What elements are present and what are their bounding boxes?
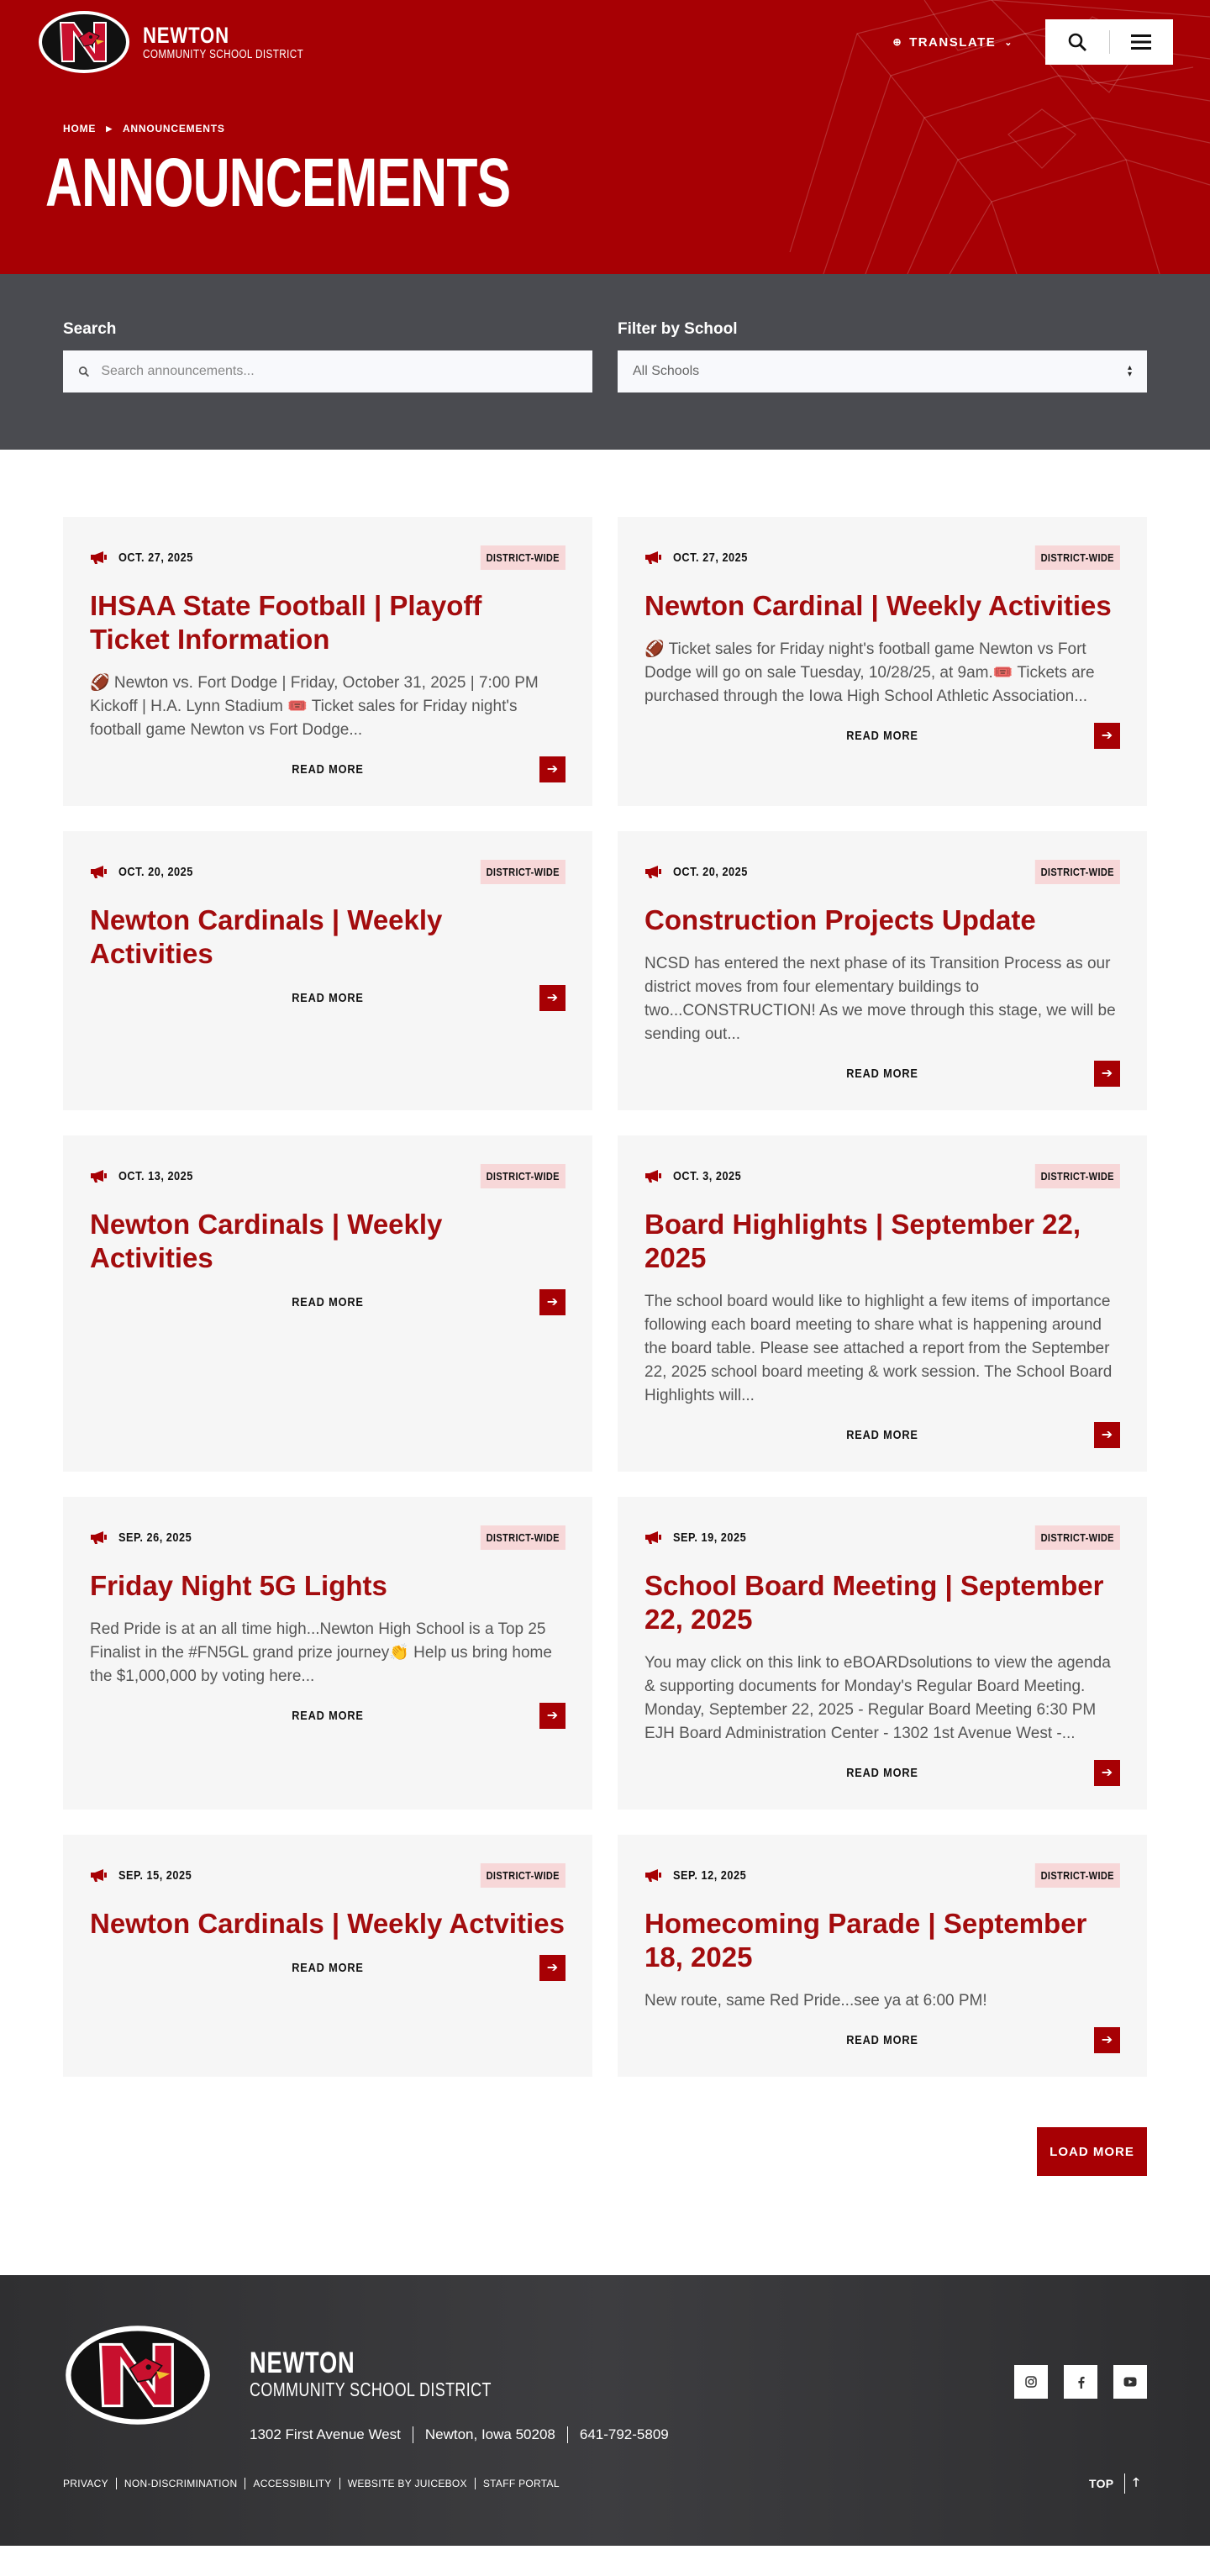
card-meta [644,1524,1120,1551]
read-more-link[interactable]: READ MORE [292,990,364,1005]
card-category-tag: DISTRICT-WIDE [481,1164,566,1188]
arrow-right-icon[interactable]: ➔ [539,1955,566,1981]
card-meta [90,1862,566,1889]
card-excerpt: NCSD has entered the next phase of its Transition Process as our district moves from four elementary buildings to two...CONSTRUCTION! As we move through this stage, we will be sending out... [644,955,1116,1043]
brand-name: NEWTON [143,22,229,48]
arrow-right-icon[interactable]: ➔ [1094,1422,1120,1448]
card-title[interactable]: Construction Projects Update [644,904,1036,935]
footer-link-accessibility[interactable]: ACCESSIBILITY [245,2478,339,2489]
arrow-up-icon: 🡑 [1124,2473,1147,2494]
card-title[interactable]: School Board Meeting | September 22, 2025 [644,1570,1104,1635]
megaphone-icon [644,865,663,878]
card-excerpt: The school board would like to highlight a few items of importance following each board meeting to share what is happening around the board table. Please see attached a report from the September 22, 2025 school board meeting & work session. The School Board Highlights will... [644,1293,1113,1404]
footer-contacts [250,2426,681,2443]
card-category-tag: DISTRICT-WIDE [1035,860,1120,884]
breadcrumb-separator-icon: ▶ [106,124,113,133]
globe-icon: ⊕ [892,36,903,48]
announcement-card[interactable] [618,517,1147,806]
footer-brand-subtitle: COMMUNITY SCHOOL DISTRICT [250,2378,492,2400]
card-excerpt: 🏈 Ticket sales for Friday night's football game Newton vs Fort Dodge will go on sale Tuesday, 10/28/25, at 9am.🎟️ Tickets are purchased through the Iowa High School Athletic Association... [644,640,1095,705]
chevron-down-icon: ⌄ [1004,37,1013,48]
card-category-tag: DISTRICT-WIDE [1035,1863,1120,1888]
card-footer [644,2026,1120,2053]
read-more-link[interactable]: READ MORE [292,1294,364,1309]
card-title[interactable]: Board Highlights | September 22, 2025 [644,1209,1081,1273]
load-more-button[interactable]: LOAD MORE [1037,2127,1147,2176]
footer-brand [250,2348,681,2443]
arrow-right-icon[interactable]: ➔ [539,985,566,1011]
arrow-right-icon[interactable]: ➔ [539,1703,566,1729]
footer-link-privacy[interactable]: PRIVACY [63,2478,108,2489]
footer-address[interactable]: 1302 First Avenue West [250,2426,401,2442]
select-arrows-icon: ▴ ▾ [1127,363,1132,379]
top-bar [0,0,1210,84]
footer-top [63,2323,1147,2443]
card-footer [90,984,566,1011]
arrow-right-icon[interactable]: ➔ [539,756,566,782]
load-more-row [63,2127,1147,2275]
brand-subtitle: COMMUNITY SCHOOL DISTRICT [143,46,304,61]
search-input[interactable] [101,364,577,379]
announcement-card[interactable] [618,831,1147,1110]
announcement-card[interactable] [63,1497,592,1810]
translate-dropdown[interactable] [893,35,1014,50]
facebook-icon [1077,2376,1085,2389]
announcement-card[interactable] [63,1835,592,2077]
breadcrumb-home-link[interactable]: HOME [63,123,97,134]
card-category-tag: DISTRICT-WIDE [1035,545,1120,570]
arrow-right-icon[interactable]: ➔ [1094,723,1120,749]
read-more-link[interactable]: READ MORE [846,1765,918,1780]
card-excerpt: 🏈 Newton vs. Fort Dodge | Friday, October 31, 2025 | 7:00 PM Kickoff | H.A. Lynn Stadium 🎟️ Ticket sales for Friday night's football game Newton vs Fort Dodge... [90,674,539,739]
top-label: TOP [1088,2477,1114,2490]
footer-brand-name: NEWTON [250,2347,355,2379]
card-footer [90,756,566,782]
card-footer [90,1702,566,1729]
card-excerpt: Red Pride is at an all time high...Newton High School is a Top 25 Finalist in the #FN5GL grand prize journey👏 Help us bring home the $1,000,000 by voting here... [90,1620,552,1685]
announcement-card[interactable] [63,831,592,1110]
school-select-value: All Schools [633,364,700,378]
back-to-top-button[interactable] [1089,2473,1147,2494]
card-excerpt: New route, same Red Pride...see ya at 6:00 PM! [644,1992,987,2010]
card-meta [90,1524,566,1551]
card-date: SEP. 26, 2025 [118,1530,192,1545]
filter-bar [0,274,1210,450]
megaphone-icon [90,1169,108,1183]
brand-text [143,24,349,61]
megaphone-icon [90,550,108,564]
breadcrumb [0,123,1210,134]
megaphone-icon [644,1530,663,1544]
card-title[interactable]: IHSAA State Football | Playoff Ticket Information [90,590,482,655]
card-meta [644,544,1120,571]
card-category-tag: DISTRICT-WIDE [481,1863,566,1888]
announcement-card[interactable] [63,517,592,806]
hamburger-menu-icon [1131,34,1151,50]
instagram-button[interactable] [1014,2365,1048,2399]
card-footer [90,1954,566,1981]
megaphone-icon [644,1868,663,1882]
card-footer [644,1421,1120,1448]
page-title: ANNOUNCEMENTS [45,145,511,221]
cardinal-logo[interactable] [63,2323,213,2427]
facebook-button[interactable] [1064,2365,1097,2399]
read-more-link[interactable]: READ MORE [846,1427,918,1442]
card-date: SEP. 12, 2025 [673,1867,747,1883]
card-meta [644,1862,1120,1889]
card-title[interactable]: Homecoming Parade | September 18, 2025 [644,1908,1087,1973]
footer-city[interactable]: Newton, Iowa 50208 [413,2426,567,2443]
header-tools [1045,19,1173,65]
card-footer [644,722,1120,749]
card-category-tag: DISTRICT-WIDE [481,860,566,884]
card-date: OCT. 3, 2025 [673,1168,742,1183]
youtube-icon [1123,2377,1137,2387]
search-field [63,350,592,392]
site-footer [0,2275,1210,2546]
search-icon [1067,32,1087,52]
youtube-button[interactable] [1113,2365,1147,2399]
card-footer [644,1759,1120,1786]
megaphone-icon [90,865,108,878]
site-header [0,0,1210,274]
card-category-tag: DISTRICT-WIDE [1035,1525,1120,1550]
school-filter-label: Filter by School [618,320,738,338]
megaphone-icon [644,550,663,564]
arrow-right-icon[interactable]: ➔ [1094,1061,1120,1087]
footer-links [63,2473,1147,2494]
footer-link-staff-portal[interactable]: STAFF PORTAL [475,2478,567,2489]
card-excerpt: You may click on this link to eBOARDsolutions to view the agenda & supporting documents for Monday's Regular Board Meeting. Monday, September 22, 2025 - Regular Board Meeting 6:30 PM EJH Board Administration Center - 1302 1st Avenue West -... [644,1654,1111,1742]
announcement-card[interactable] [618,1497,1147,1810]
card-date: OCT. 27, 2025 [118,550,193,565]
card-date: SEP. 15, 2025 [118,1867,192,1883]
card-title[interactable]: Newton Cardinal | Weekly Activities [644,590,1112,621]
read-more-link[interactable]: READ MORE [292,761,364,777]
card-date: OCT. 20, 2025 [118,864,193,879]
social-links [1014,2365,1147,2399]
read-more-link[interactable]: READ MORE [292,1960,364,1975]
search-button[interactable] [1045,19,1109,65]
breadcrumb-current: ANNOUNCEMENTS [122,123,225,134]
card-category-tag: DISTRICT-WIDE [1035,1164,1120,1188]
announcements-main [0,450,1210,2275]
search-icon [78,366,89,377]
card-title[interactable]: Friday Night 5G Lights [90,1570,387,1601]
arrow-right-icon[interactable]: ➔ [1094,1760,1120,1786]
card-footer [644,1060,1120,1087]
card-date: OCT. 20, 2025 [673,864,748,879]
footer-phone[interactable]: 641-792-5809 [567,2426,681,2443]
read-more-link[interactable]: READ MORE [846,2032,918,2047]
card-date: SEP. 19, 2025 [673,1530,747,1545]
announcements-grid [63,517,1147,2077]
footer-link-juicebox[interactable]: WEBSITE BY JUICEBOX [339,2478,475,2489]
card-meta [644,1162,1120,1189]
card-title[interactable]: Newton Cardinals | Weekly Activities [90,904,443,969]
read-more-link[interactable]: READ MORE [846,728,918,743]
menu-button[interactable] [1110,19,1174,65]
card-meta [90,544,566,571]
card-title[interactable]: Newton Cardinals | Weekly Actvities [90,1908,565,1939]
school-select[interactable] [618,350,1147,392]
megaphone-icon [90,1868,108,1882]
megaphone-icon [644,1169,663,1183]
announcement-card[interactable] [618,1835,1147,2077]
read-more-link[interactable]: READ MORE [292,1708,364,1723]
card-date: OCT. 27, 2025 [673,550,748,565]
search-filter [63,320,592,450]
arrow-right-icon[interactable]: ➔ [539,1289,566,1315]
header-actions [893,19,1174,65]
card-category-tag: DISTRICT-WIDE [481,1525,566,1550]
read-more-link[interactable]: READ MORE [846,1066,918,1081]
instagram-icon [1025,2376,1037,2388]
card-footer [90,1288,566,1315]
card-meta [90,858,566,885]
arrow-right-icon[interactable]: ➔ [1094,2027,1120,2053]
announcement-card[interactable] [618,1135,1147,1472]
school-filter [618,320,1147,450]
translate-label: TRANSLATE [909,34,997,50]
card-category-tag: DISTRICT-WIDE [481,545,566,570]
megaphone-icon [90,1530,108,1544]
cardinal-logo [37,9,131,75]
card-meta [90,1162,566,1189]
home-logo-link[interactable] [37,9,349,75]
footer-link-non-discrimination[interactable]: NON-DISCRIMINATION [116,2478,245,2489]
announcement-card[interactable] [63,1135,592,1472]
search-label: Search [63,320,117,338]
card-date: OCT. 13, 2025 [118,1168,193,1183]
card-title[interactable]: Newton Cardinals | Weekly Activities [90,1209,443,1273]
card-meta [644,858,1120,885]
